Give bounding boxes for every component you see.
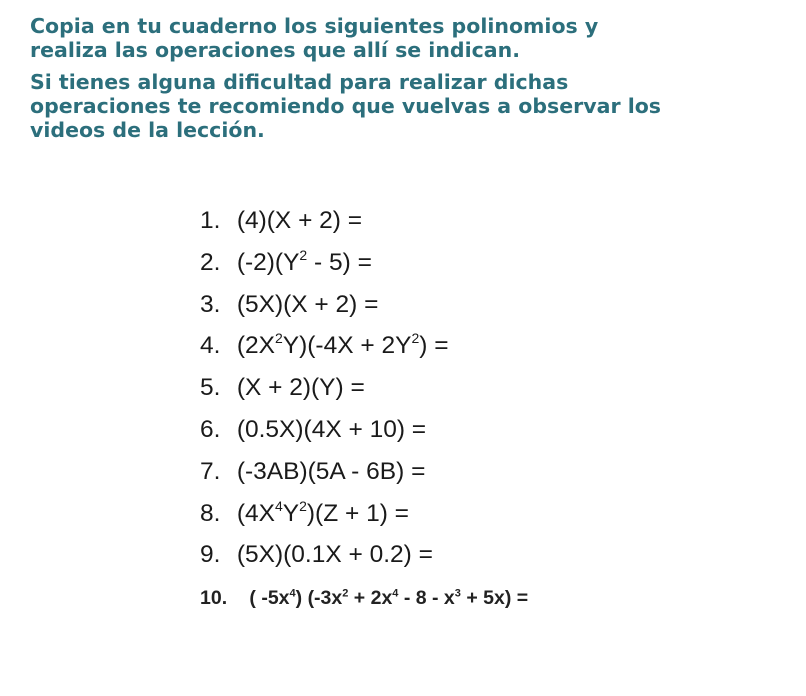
exercise-item <box>200 284 528 326</box>
exercise-item <box>200 242 528 284</box>
exercise-number: 5. <box>200 374 221 402</box>
exercise-item <box>200 367 528 409</box>
exercise-number: 9. <box>200 541 221 569</box>
instruction-line: Si tienes alguna dificultad para realizar dichas <box>30 70 569 94</box>
exercise-item <box>200 325 528 367</box>
exercise-expression: (0.5X)(4X + 10) = <box>236 415 427 443</box>
exercise-item <box>200 578 528 620</box>
exercise-number: 10. <box>200 587 228 610</box>
exercise-expression: ( $-5x^4$) $(-3x^2 + 2x^4 - 8 - x^3 + 5x)$ = <box>249 587 529 610</box>
exercise-expression: (5X)(X + 2) = <box>236 290 379 318</box>
instruction-line: operaciones te recomiendo que vuelvas a observar los <box>30 94 662 118</box>
exercise-number: 6. <box>200 415 221 443</box>
instruction-line: realiza las operaciones que allí se indican. <box>30 38 520 62</box>
exercise-expression: (4)(X + 2) = <box>236 207 363 234</box>
exercise-item <box>200 200 528 242</box>
exercise-number: 3. <box>200 290 221 318</box>
exercise-item <box>200 451 528 493</box>
exercise-item <box>200 534 528 576</box>
exercise-expression: (5X)(0.1X + 0.2) = <box>236 541 433 569</box>
instruction-paragraph-1 <box>30 14 770 62</box>
exercise-list <box>200 200 528 620</box>
exercise-item <box>200 409 528 451</box>
instructions-block <box>30 14 770 142</box>
instruction-paragraph-2 <box>30 70 770 142</box>
exercise-number: 1. <box>200 207 221 234</box>
exercise-number: 7. <box>200 457 221 485</box>
exercise-number: 8. <box>200 499 221 527</box>
exercise-expression: $(-2)(Y^2 - 5)$ = <box>236 247 372 276</box>
instruction-line: Copia en tu cuaderno los siguientes polinomios y <box>30 14 599 38</box>
exercise-expression: $(2X^2Y)(-4X + 2Y^2)$ = <box>236 330 449 360</box>
exercise-expression: $(4X^4Y^2)(Z + 1)$ = <box>236 497 409 527</box>
exercise-number: 2. <box>200 248 221 276</box>
instruction-line: videos de la lección. <box>30 118 265 142</box>
exercise-number: 4. <box>200 332 221 360</box>
exercise-expression: (X + 2)(Y) = <box>236 374 365 402</box>
exercise-item <box>200 493 528 535</box>
exercise-expression: (-3AB)(5A - 6B) = <box>236 457 426 485</box>
